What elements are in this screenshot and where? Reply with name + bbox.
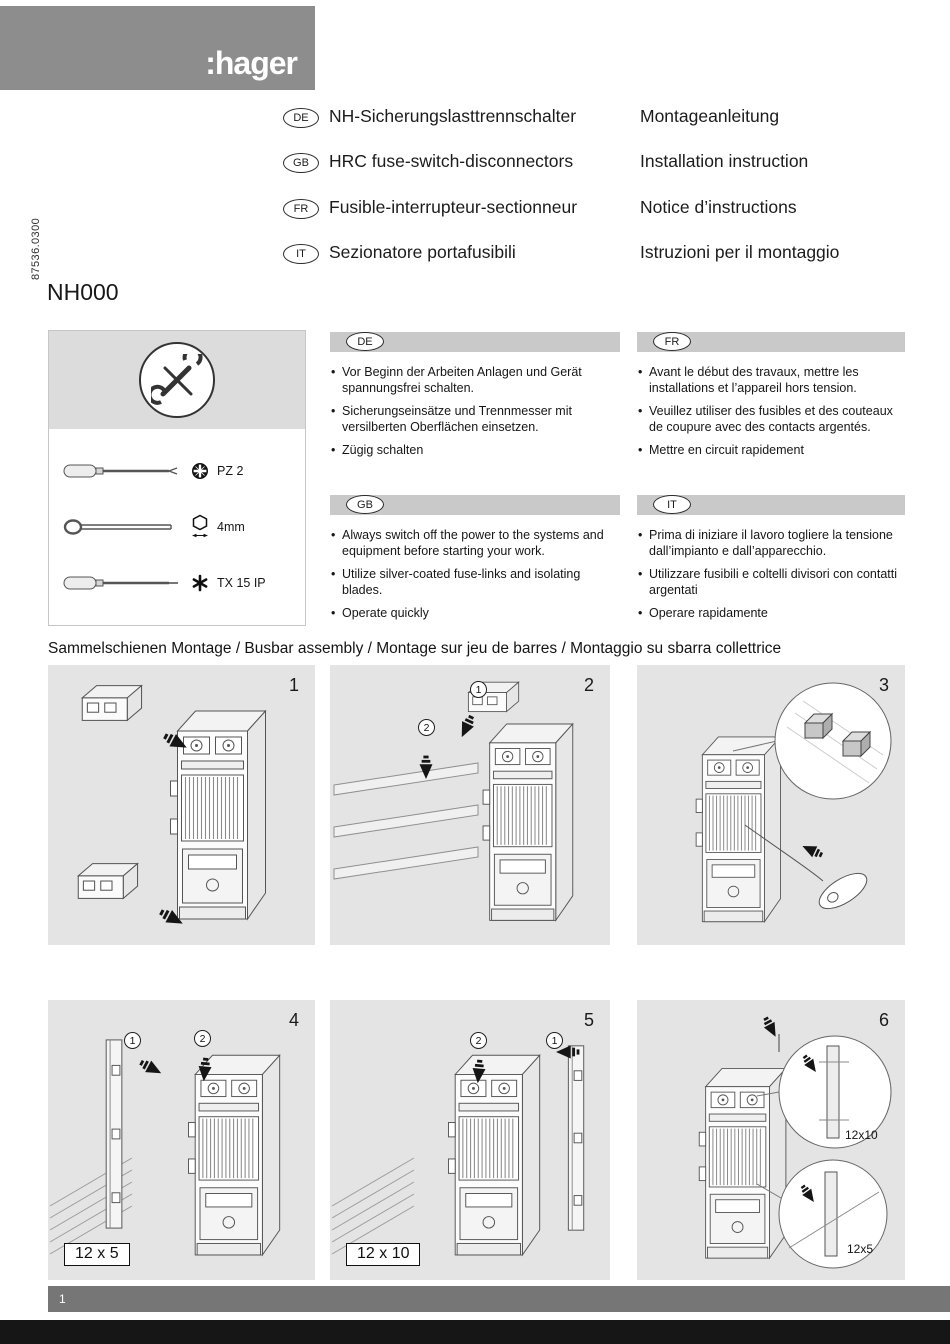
required-tools-box: [48, 330, 306, 626]
page-number: 1: [59, 1292, 66, 1306]
note-bullets: [637, 527, 905, 621]
step-1-illustration: [48, 665, 315, 945]
pozidriv-symbol-icon: [189, 462, 211, 480]
note-block-gb: [330, 495, 620, 628]
pozidriv-screwdriver-icon: [63, 459, 185, 483]
note-bullet: • Operate quickly: [330, 605, 620, 621]
step-panel-2: [330, 665, 610, 945]
callout-2: 2: [470, 1032, 487, 1049]
note-bullet: • Mettre en circuit rapidement: [637, 442, 905, 458]
note-block-de: [330, 332, 620, 465]
step-2-illustration: [330, 665, 610, 945]
step-number: 5: [583, 1010, 594, 1030]
hex-key-icon: [63, 514, 185, 540]
title-row-gb: [283, 151, 923, 177]
note-bullet: • Operare rapidamente: [637, 605, 905, 621]
doc-type: Notice d’instructions: [640, 197, 797, 217]
language-badge: IT: [653, 495, 691, 514]
step-panel-1: [48, 665, 315, 945]
product-title: HRC fuse-switch-disconnectors: [329, 151, 574, 171]
note-bullet: • Sicherungseinsätze und Trennmesser mit versilberten Oberflächen einsetzen.: [330, 403, 620, 435]
product-title: Sezionatore portafusibili: [329, 242, 516, 262]
note-bullet: • Prima di iniziare il lavoro togliere la tensione dall’impianto e dall’apparecchio.: [637, 527, 905, 559]
tools-list: [49, 429, 305, 611]
doc-type: Montageanleitung: [640, 106, 780, 126]
tool-row-torx: [63, 555, 295, 611]
callout-1: 1: [546, 1032, 563, 1049]
language-badge: GB: [283, 153, 319, 173]
doc-type: Installation instruction: [640, 151, 809, 171]
callout-1: 1: [124, 1032, 141, 1049]
title-row-it: [283, 242, 923, 268]
note-bullet: • Vor Beginn der Arbeiten Anlagen und Gerät spannungsfrei schalten.: [330, 364, 620, 396]
language-badge: FR: [653, 332, 691, 351]
tool-row-pz2: [63, 443, 295, 499]
title-row-fr: [283, 197, 923, 223]
tools-header: [49, 331, 305, 429]
busbar-annotation-12x10: 12x10: [845, 1128, 878, 1142]
note-block-fr: [637, 332, 905, 465]
note-bullets: [637, 364, 905, 458]
step-panel-6: [637, 1000, 905, 1280]
note-header: [637, 332, 905, 352]
tool-row-hexkey: [63, 499, 295, 555]
page-bottom-edge: [0, 1320, 950, 1344]
note-header: [637, 495, 905, 515]
note-block-it: [637, 495, 905, 628]
note-bullet: • Utilize silver-coated fuse-links and isolating blades.: [330, 566, 620, 598]
note-bullets: [330, 364, 620, 458]
busbar-size-label: 12 x 10: [346, 1243, 420, 1266]
hex-symbol-icon: [189, 514, 211, 540]
step-panel-4: [48, 1000, 315, 1280]
tool-label: TX 15 IP: [217, 576, 266, 590]
note-bullet: • Always switch off the power to the systems and equipment before starting your work.: [330, 527, 620, 559]
step-number: 6: [878, 1010, 889, 1030]
note-bullet: • Avant le début des travaux, mettre les installations et l’appareil hors tension.: [637, 364, 905, 396]
step-panel-5: [330, 1000, 610, 1280]
step-number: 1: [288, 675, 299, 695]
note-bullet: • Zügig schalten: [330, 442, 620, 458]
language-badge: DE: [346, 332, 384, 351]
step-4-illustration: [48, 1000, 315, 1280]
step-number: 4: [288, 1010, 299, 1030]
language-badge: FR: [283, 199, 319, 219]
hager-logo: :hager: [205, 45, 297, 81]
language-badge: GB: [346, 495, 384, 514]
language-badge: IT: [283, 244, 319, 264]
note-header: [330, 495, 620, 515]
header-band: [0, 6, 315, 90]
busbar-annotation-12x5: 12x5: [847, 1242, 874, 1256]
note-bullet: • Veuillez utiliser des fusibles et des couteaux de coupure avec des contacts argentés.: [637, 403, 905, 435]
tool-label: 4mm: [217, 520, 245, 534]
callout-2: 2: [194, 1030, 211, 1047]
step-number: 3: [878, 675, 889, 695]
tools-icon: [139, 342, 215, 418]
tool-label: PZ 2: [217, 464, 244, 478]
product-title: NH-Sicherungslasttrennschalter: [329, 106, 577, 126]
language-badge: DE: [283, 108, 319, 128]
title-row-de: [283, 106, 923, 132]
wrench-icon: [151, 354, 203, 406]
callout-1: 1: [470, 681, 487, 698]
callout-2: 2: [418, 719, 435, 736]
busbar-size-label: 12 x 5: [64, 1243, 130, 1266]
note-bullet: • Utilizzare fusibili e coltelli divisori con contatti argentati: [637, 566, 905, 598]
note-bullets: [330, 527, 620, 621]
section-title: Sammelschienen Montage / Busbar assembly / Montage sur jeu de barres / Montaggio su sbarra collettrice: [48, 640, 782, 657]
doc-type: Istruzioni per il montaggio: [640, 242, 840, 262]
torx-screwdriver-icon: [63, 571, 185, 595]
torx-symbol-icon: [189, 574, 211, 592]
product-model: NH000: [47, 279, 119, 305]
step-number: 2: [583, 675, 594, 695]
step-panel-3: [637, 665, 905, 945]
step-3-illustration: [637, 665, 905, 945]
footer-bar: [48, 1286, 950, 1312]
product-title: Fusible-interrupteur-sectionneur: [329, 197, 578, 217]
document-reference: 87536.0300: [30, 217, 42, 280]
note-header: [330, 332, 620, 352]
